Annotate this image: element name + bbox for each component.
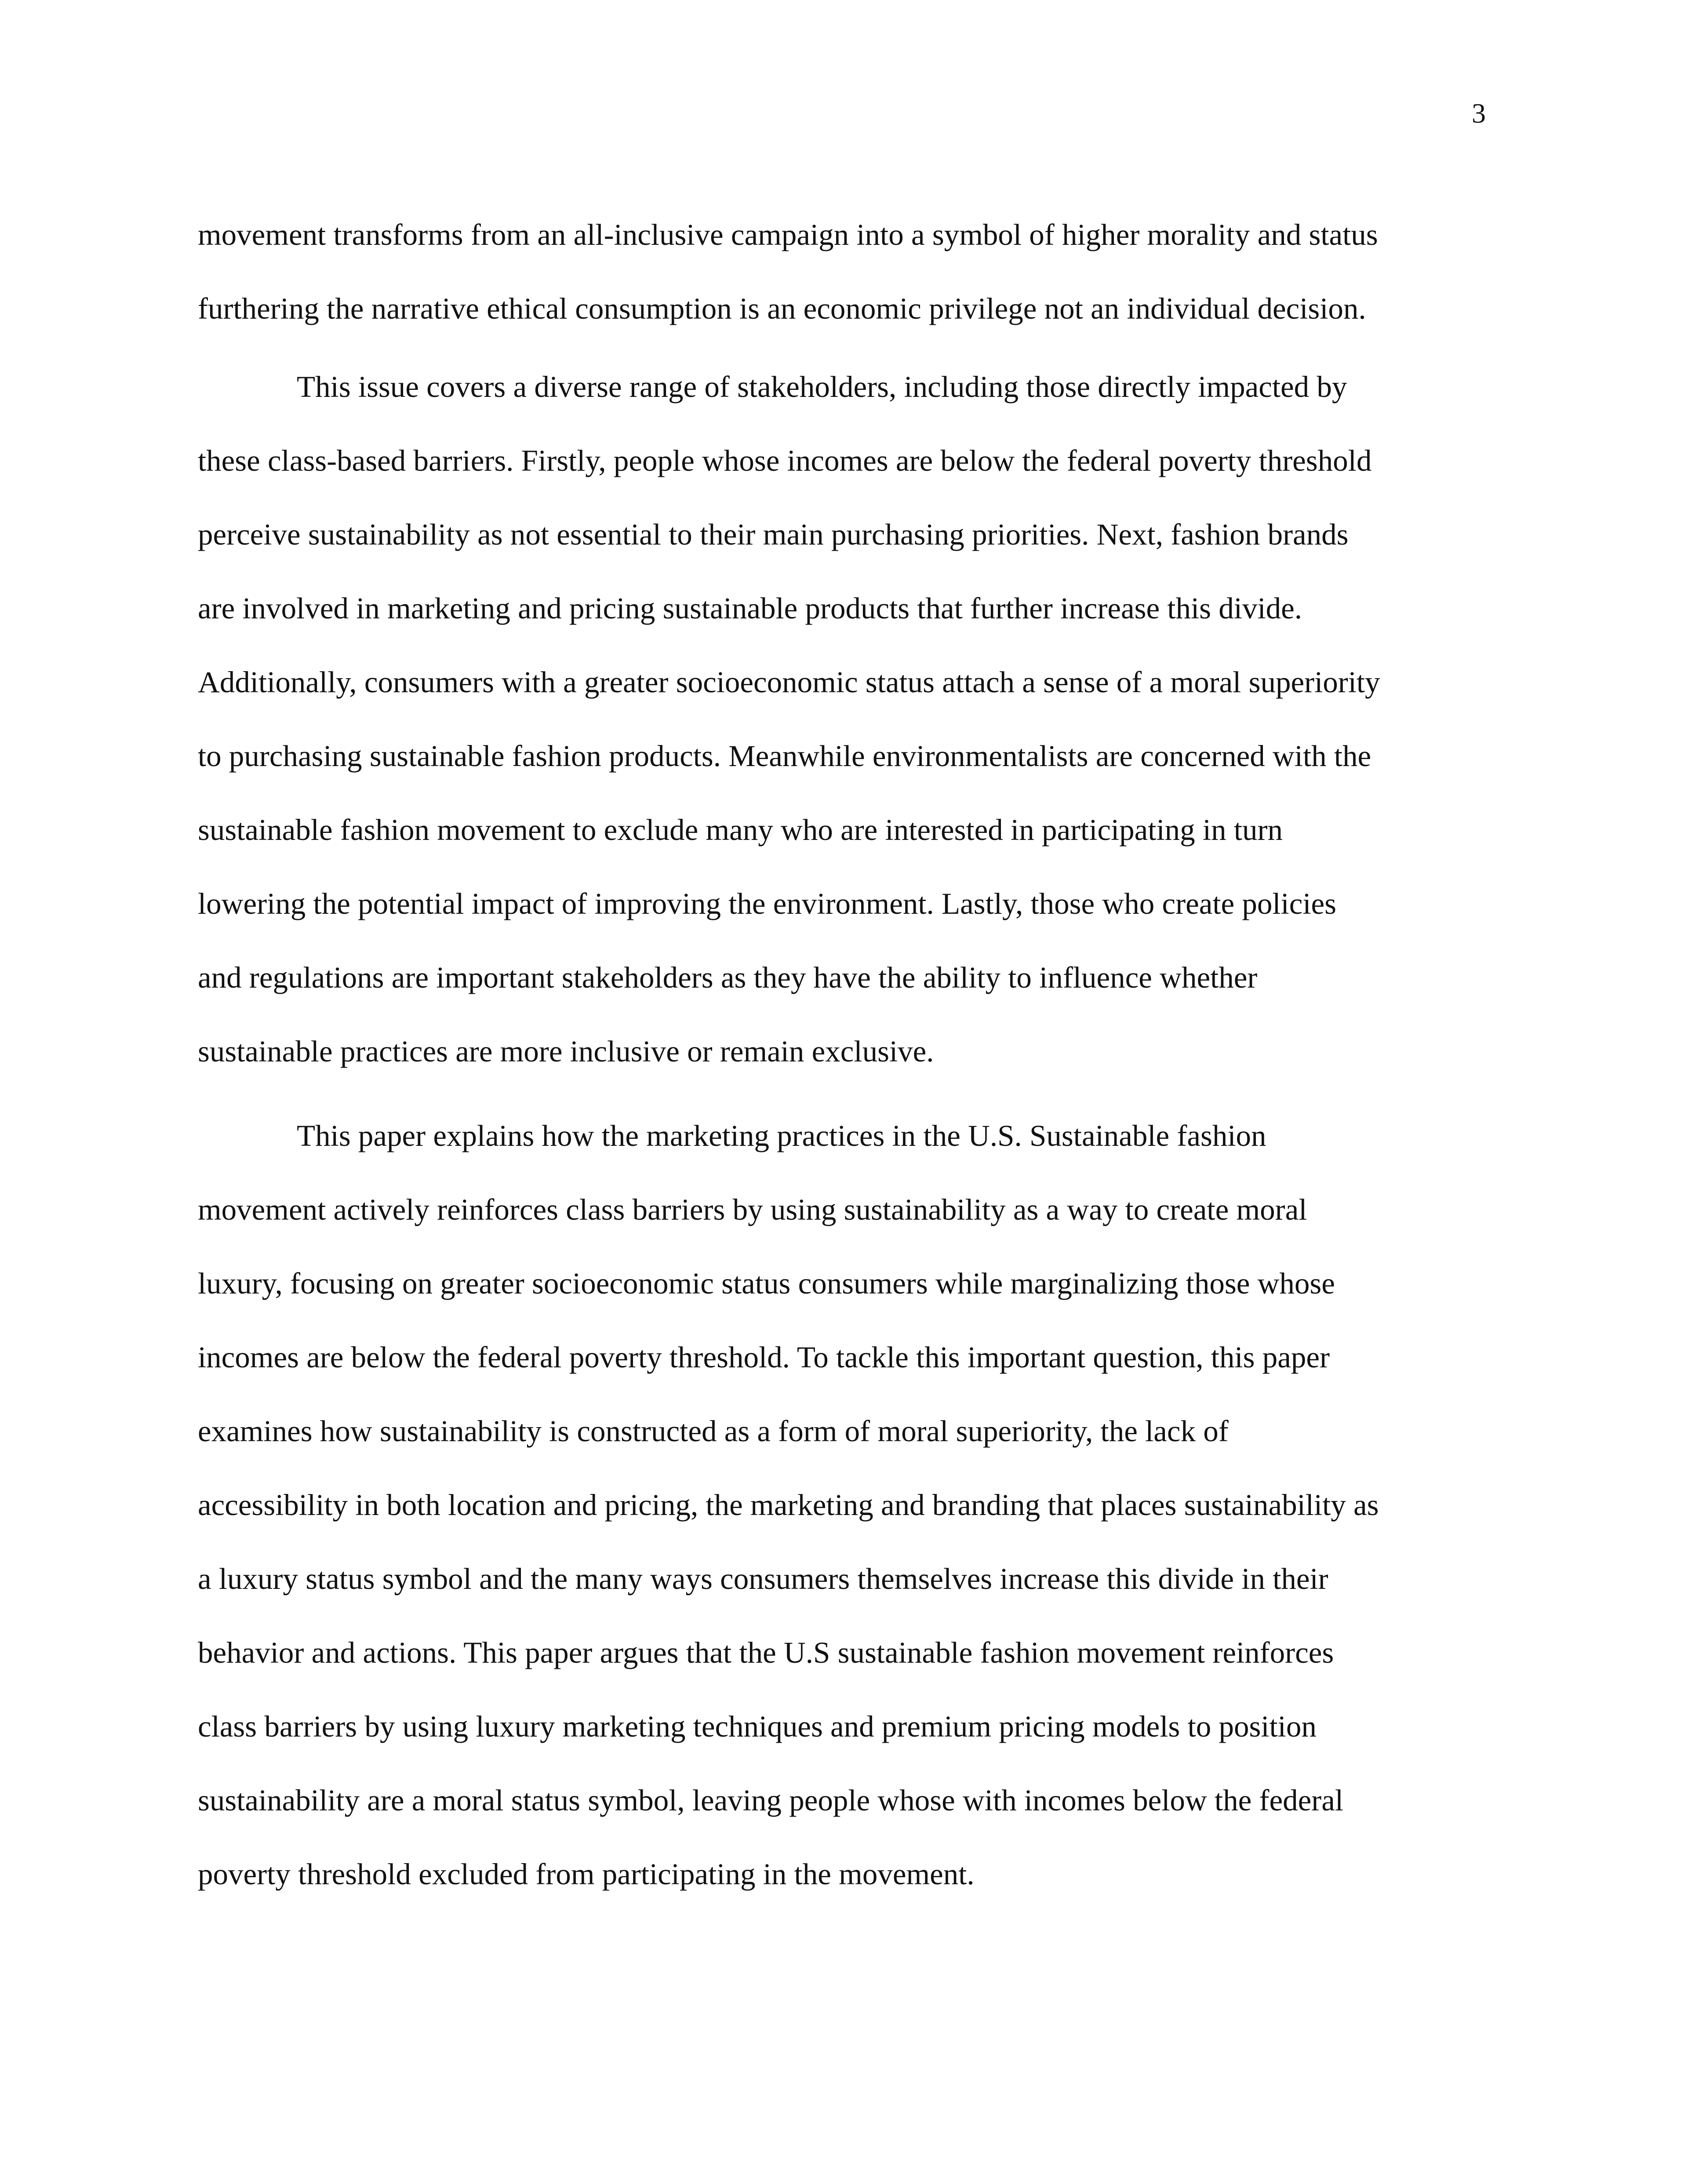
text-line: accessibility in both location and pricing, the marketing and branding that places sustainability as	[198, 1488, 1379, 1522]
text-line: and regulations are important stakeholders as they have the ability to influence whether	[198, 961, 1258, 994]
text-line: class barriers by using luxury marketing techniques and premium pricing models to position	[198, 1710, 1317, 1743]
page-number: 3	[1472, 98, 1486, 129]
text-line: perceive sustainability as not essential to their main purchasing priorities. Next, fashion brands	[198, 518, 1349, 551]
text-line: incomes are below the federal poverty threshold. To tackle this important question, this paper	[198, 1341, 1330, 1374]
text-line: lowering the potential impact of improving the environment. Lastly, those who create policies	[198, 887, 1336, 920]
text-line: luxury, focusing on greater socioeconomic status consumers while marginalizing those whose	[198, 1267, 1335, 1300]
text-line: sustainable practices are more inclusive or remain exclusive.	[198, 1035, 934, 1068]
paragraph-spacing	[198, 345, 1481, 350]
paragraph-2	[198, 350, 1481, 1088]
text-line: behavior and actions. This paper argues that the U.S sustainable fashion movement reinforces	[198, 1636, 1334, 1669]
text-line: movement transforms from an all-inclusive campaign into a symbol of higher morality and status	[198, 218, 1378, 251]
text-line: to purchasing sustainable fashion products. Meanwhile environmentalists are concerned with the	[198, 739, 1372, 773]
paragraph-1	[198, 198, 1481, 345]
text-line: a luxury status symbol and the many ways consumers themselves increase this divide in their	[198, 1562, 1328, 1595]
text-line: examines how sustainability is constructed as a form of moral superiority, the lack of	[198, 1414, 1229, 1448]
paragraph-3	[198, 1099, 1481, 1911]
text-line: these class-based barriers. Firstly, people whose incomes are below the federal poverty threshold	[198, 444, 1372, 477]
text-line: sustainability are a moral status symbol, leaving people whose with incomes below the federal	[198, 1784, 1343, 1817]
text-line: poverty threshold excluded from participating in the movement.	[198, 1857, 975, 1891]
body-text	[198, 198, 1481, 1911]
text-line: Additionally, consumers with a greater socioeconomic status attach a sense of a moral superiority	[198, 665, 1380, 699]
text-line: furthering the narrative ethical consumption is an economic privilege not an individual decision.	[198, 292, 1366, 325]
text-line: This paper explains how the marketing practices in the U.S. Sustainable fashion	[297, 1119, 1266, 1152]
text-line: are involved in marketing and pricing sustainable products that further increase this divide.	[198, 592, 1302, 625]
text-line: This issue covers a diverse range of stakeholders, including those directly impacted by	[297, 370, 1347, 403]
text-line: movement actively reinforces class barriers by using sustainability as a way to create moral	[198, 1193, 1307, 1226]
text-line: sustainable fashion movement to exclude many who are interested in participating in turn	[198, 813, 1283, 847]
paragraph-spacing	[198, 1088, 1481, 1099]
